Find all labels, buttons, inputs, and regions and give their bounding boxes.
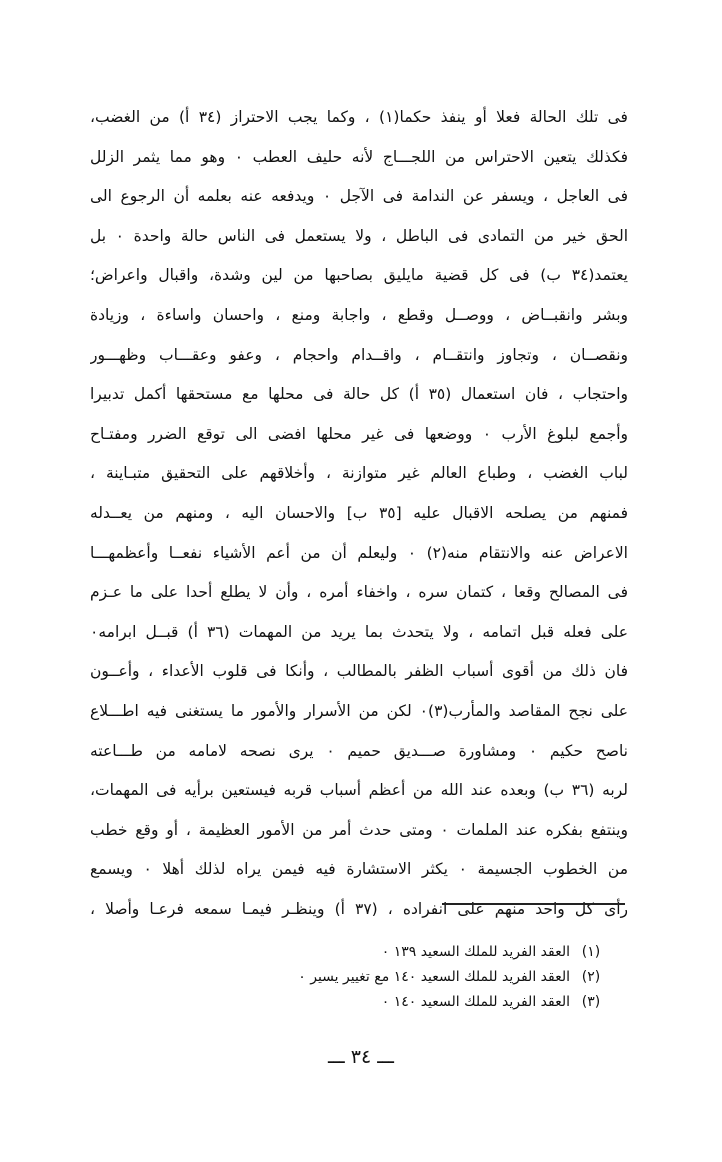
footnote-item: [200, 940, 612, 965]
text-line: فى المصالح وقعا ، كتمان سره ، واخفاء أمره ، وأن لا يطلع أحدا على ما عـزم: [90, 583, 628, 602]
page-number: ـــ ٣٤ ـــ: [328, 1046, 394, 1068]
text-line: وبشر وانقبــاض ، ووصــل وقطع ، واجابة ومنع ، واحسان واساءة ، وزيادة: [90, 305, 628, 324]
footnote-number: (٣): [581, 994, 601, 1010]
text-line: الاعراض عنه والانتقام منه(٢) ٠ وليعلم أن من أعم الأشياء نفعــا وأعظمهـــا: [90, 543, 628, 562]
text-line: ونقصــان ، وتجاوز وانتقــام ، واقــدام واحجام ، وعفو وعقـــاب وظهـــور: [90, 345, 628, 364]
footnotes-block: [200, 940, 612, 1015]
text-line: فمنهم من يصلحه الاقبال عليه [٣٥ ب] والاحسان اليه ، ومنهم من يعــدله: [90, 503, 628, 522]
footnote-item: [200, 965, 612, 990]
footnote-number: (٢): [581, 969, 601, 985]
footnote-text: العقد الفريد للملك السعيد ١٤٠ مع تغيير يسير ٠: [298, 969, 570, 985]
text-line: لباب الغضب ، وطباع العالم غير متوازنة ، وأخلاقهم على التحقيق متبـاينة ،: [90, 464, 628, 483]
footnote-divider: [442, 903, 625, 905]
footnote-number: (١): [581, 944, 601, 960]
footnote-text: العقد الفريد للملك السعيد ١٣٩ ٠: [381, 944, 570, 960]
main-text-block: [90, 98, 628, 929]
text-line: وأجمع لبلوغ الأرب ٠ ووضعها فى غير محلها افضى الى توقع الضرر ومفتـاح: [90, 424, 628, 443]
text-line: على فعله قبل اتمامه ، ولا يتحدث بما يريد من المهمات (٣٦ أ) قبــل ابرامه٠: [90, 622, 628, 641]
text-line: فى العاجل ، ويسفر عن الندامة فى الآجل ٠ ويدفعه عنه بعلمه أن الرجوع الى: [90, 187, 628, 206]
text-line: من الخطوب الجسيمة ٠ يكثر الاستشارة فيه فيمن يراه لذلك أهلا ٠ ويسمع: [90, 860, 628, 879]
text-line: الحق خير من التمادى فى الباطل ، ولا يستعمل فى الناس حالة واحدة ٠ بل: [90, 226, 628, 245]
text-line: وينتفع بفكره عند الملمات ٠ ومتى حدث أمر من الأمور العظيمة ، أو وقع خطب: [90, 820, 628, 839]
text-line: واحتجاب ، فان استعمال (٣٥ أ) كل حالة فى محلها مع مستحقها أكمل تدبيرا: [90, 385, 628, 404]
text-line: لربه (٣٦ ب) وبعده عند الله من أعظم أسباب قربه فيستعين برأيه فى المهمات،: [90, 781, 628, 800]
text-line: فان ذلك من أقوى أسباب الظفر بالمطالب ، وأنكا فى قلوب الأعداء ، وأعــون: [90, 662, 628, 681]
text-line: ناصح حكيم ٠ ومشاورة صـــديق حميم ٠ يرى نصحه لامامه من طـــاعته: [90, 741, 628, 760]
text-line: فى تلك الحالة فعلا أو ينفذ حكما(١) ، وكما يجب الاحتراز (٣٤ أ) من الغضب،: [90, 108, 628, 126]
text-line: فكذلك يتعين الاحتراس من اللجـــاج لأنه حليف العطب ٠ وهو مما يثمر الزلل: [90, 147, 628, 166]
text-line: يعتمد(٣٤ ب) فى كل قضية مايليق بصاحبها من لين وشدة، واقبال واعراض؛: [90, 266, 628, 285]
footnote-item: [200, 990, 612, 1015]
text-line: على نجح المقاصد والمأرب(٣)٠ لكن من الأسرار والأمور ما يستغنى فيه اطـــلاع: [90, 701, 628, 720]
footnote-text: العقد الفريد للملك السعيد ١٤٠ ٠: [381, 994, 570, 1010]
text-line: رأى كل واحد منهم على انفراده ، (٣٧ أ) وينظـر فيمـا سمعه فرعـا وأصلا ،: [90, 899, 628, 918]
